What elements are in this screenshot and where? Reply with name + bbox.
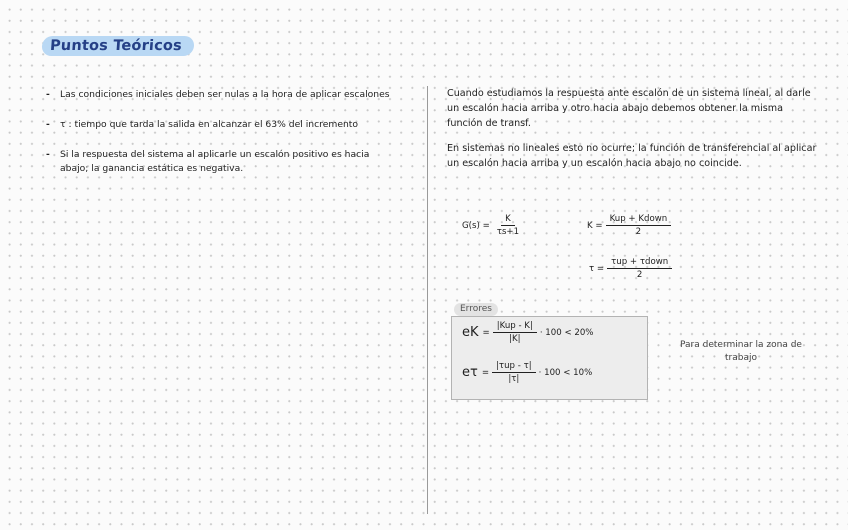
formula-lhs: τ =	[589, 263, 605, 274]
errors-box	[451, 316, 648, 400]
note-time-constant	[46, 118, 396, 132]
right-notes-column	[447, 86, 817, 181]
fraction-denominator: τs+1	[496, 227, 520, 237]
column-divider	[427, 86, 428, 514]
fraction	[492, 361, 536, 384]
errors-label: Errores	[454, 303, 498, 316]
fraction	[606, 214, 672, 237]
fraction-numerator: Kup + Kdown	[606, 214, 672, 226]
fraction	[493, 214, 523, 237]
bullet-dash: -	[46, 149, 50, 160]
equals-sign: =	[482, 327, 490, 338]
fraction-numerator: K	[501, 214, 515, 226]
left-notes-column	[46, 88, 396, 192]
note-text: Las condiciones iniciales deben ser nulas a la hora de aplicar escalones	[60, 89, 390, 100]
paragraph-nonlinear-systems: En sistemas no lineales esto no ocurre; la función de transferencial al aplicar un escalón hacia arriba y un escalón hacia abajo no coincide.	[447, 143, 817, 169]
error-gain-row	[462, 321, 593, 344]
bullet-dash: -	[46, 119, 50, 130]
note-initial-conditions	[46, 88, 396, 102]
note-negative-gain	[46, 148, 396, 176]
page-title: Puntos Teóricos	[41, 36, 194, 56]
fraction-numerator: |Kup - K|	[493, 321, 537, 333]
fraction	[493, 321, 537, 344]
note-text: Si la respuesta del sistema al aplicarle un escalón positivo es hacia abajo; la ganancia estática es negativa.	[60, 149, 370, 174]
fraction-denominator: 2	[635, 227, 642, 237]
formula-transfer-function	[462, 214, 526, 237]
bullet-dash: -	[46, 89, 50, 100]
note-text: τ : tiempo que tarda la salida en alcanzar el 63% del incremento	[60, 119, 359, 130]
fraction-denominator: 2	[636, 270, 643, 280]
formula-tau-average	[589, 257, 675, 280]
fraction-denominator: |K|	[509, 334, 521, 344]
fraction	[607, 257, 672, 280]
error-symbol: eτ	[462, 365, 478, 380]
fraction-numerator: |τup - τ|	[492, 361, 536, 373]
formula-gain-average	[587, 214, 674, 237]
fraction-denominator: |τ|	[508, 374, 520, 384]
fraction-numerator: τup + τdown	[607, 257, 672, 269]
error-symbol: eK	[462, 325, 479, 340]
error-tau-row	[462, 361, 592, 384]
formula-lhs: K =	[587, 220, 603, 231]
error-threshold: · 100 < 10%	[538, 367, 593, 378]
error-threshold: · 100 < 20%	[539, 327, 594, 338]
equals-sign: =	[481, 367, 490, 378]
side-note: Para determinar la zona de trabajo	[680, 340, 802, 363]
paragraph-linear-systems: Cuando estudiamos la respuesta ante escalón de un sistema lineal, al darle un escalón hacia arriba y otro hacia abajo debemos obtener la misma función de transf.	[447, 88, 811, 129]
formula-lhs: G(s) =	[462, 220, 490, 231]
